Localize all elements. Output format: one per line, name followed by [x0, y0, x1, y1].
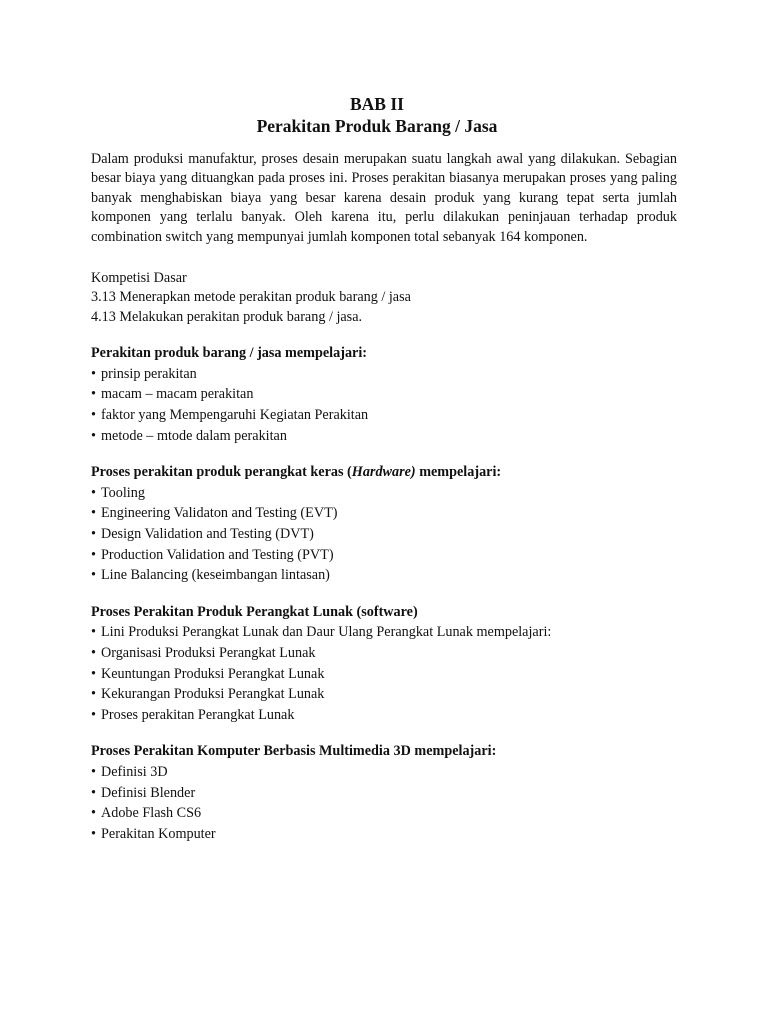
list-item: • Line Balancing (keseimbangan lintasan): [91, 565, 677, 586]
intro-paragraph: Dalam produksi manufaktur, proses desain merupakan suatu langkah awal yang dilakukan. Sebagian besar biaya yang dituangkan pada proses ini. Proses perakitan biasanya merupakan proses yang paling banyak menghabiskan biaya yang besar karena desain produk yang kurang tepat serta jumlah komponen yang terlalu banyak. Oleh karena itu, perlu dilakukan peninjauan terhadap produk combination switch yang mempunyai jumlah komponen total sebanyak 164 komponen.: [91, 151, 677, 245]
chapter-number: BAB II: [350, 94, 404, 114]
section-heading: [91, 462, 677, 483]
list-item: • Kekurangan Produksi Perangkat Lunak: [91, 684, 677, 705]
list-item: • metode – mtode dalam perakitan: [91, 426, 677, 447]
list-item: • Definisi 3D: [91, 762, 677, 783]
bullet-list: [91, 364, 677, 446]
section-heading-pre: Proses perakitan produk perangkat keras (: [91, 464, 352, 481]
chapter-title-block: [77, 93, 677, 137]
list-item: • Definisi Blender: [91, 783, 677, 804]
list-item: • Keuntungan Produksi Perangkat Lunak: [91, 664, 677, 685]
list-item: • Engineering Validaton and Testing (EVT): [91, 503, 677, 524]
bullet-list: [91, 762, 677, 844]
bullet-list: [91, 483, 677, 586]
section-heading: Proses Perakitan Produk Perangkat Lunak (software): [91, 603, 418, 620]
section-heading: Perakitan produk barang / jasa mempelajari:: [91, 345, 367, 362]
kompetensi-item: 4.13 Melakukan perakitan produk barang / jasa.: [91, 308, 363, 325]
list-item: • faktor yang Mempengaruhi Kegiatan Perakitan: [91, 405, 677, 426]
list-item: • Tooling: [91, 483, 677, 504]
section-perangkat-lunak: [91, 602, 677, 726]
bullet-list: [91, 622, 677, 725]
list-item: • Lini Produksi Perangkat Lunak dan Daur Ulang Perangkat Lunak mempelajari:: [91, 622, 677, 643]
list-item: • Perakitan Komputer: [91, 824, 677, 845]
list-item: • Proses perakitan Perangkat Lunak: [91, 705, 677, 726]
kompetensi-heading: Kompetisi Dasar: [91, 270, 187, 287]
list-item: • Design Validation and Testing (DVT): [91, 524, 677, 545]
kompetensi-dasar: [91, 269, 677, 327]
chapter-title: Perakitan Produk Barang / Jasa: [256, 116, 498, 136]
section-heading-emphasis: Hardware): [351, 464, 416, 481]
section-heading-post: mempelajari:: [415, 464, 502, 481]
section-perangkat-keras: [91, 462, 677, 586]
list-item: • macam – macam perakitan: [91, 384, 677, 405]
list-item: • Production Validation and Testing (PVT): [91, 545, 677, 566]
list-item: • Adobe Flash CS6: [91, 803, 677, 824]
list-item: • prinsip perakitan: [91, 364, 677, 385]
section-heading: Proses Perakitan Komputer Berbasis Multimedia 3D mempelajari:: [91, 743, 497, 760]
section-multimedia-3d: [91, 741, 677, 844]
list-item: • Organisasi Produksi Perangkat Lunak: [91, 643, 677, 664]
document-page: [91, 93, 677, 844]
kompetensi-item: 3.13 Menerapkan metode perakitan produk barang / jasa: [91, 289, 411, 306]
section-perakitan-produk: [91, 343, 677, 446]
